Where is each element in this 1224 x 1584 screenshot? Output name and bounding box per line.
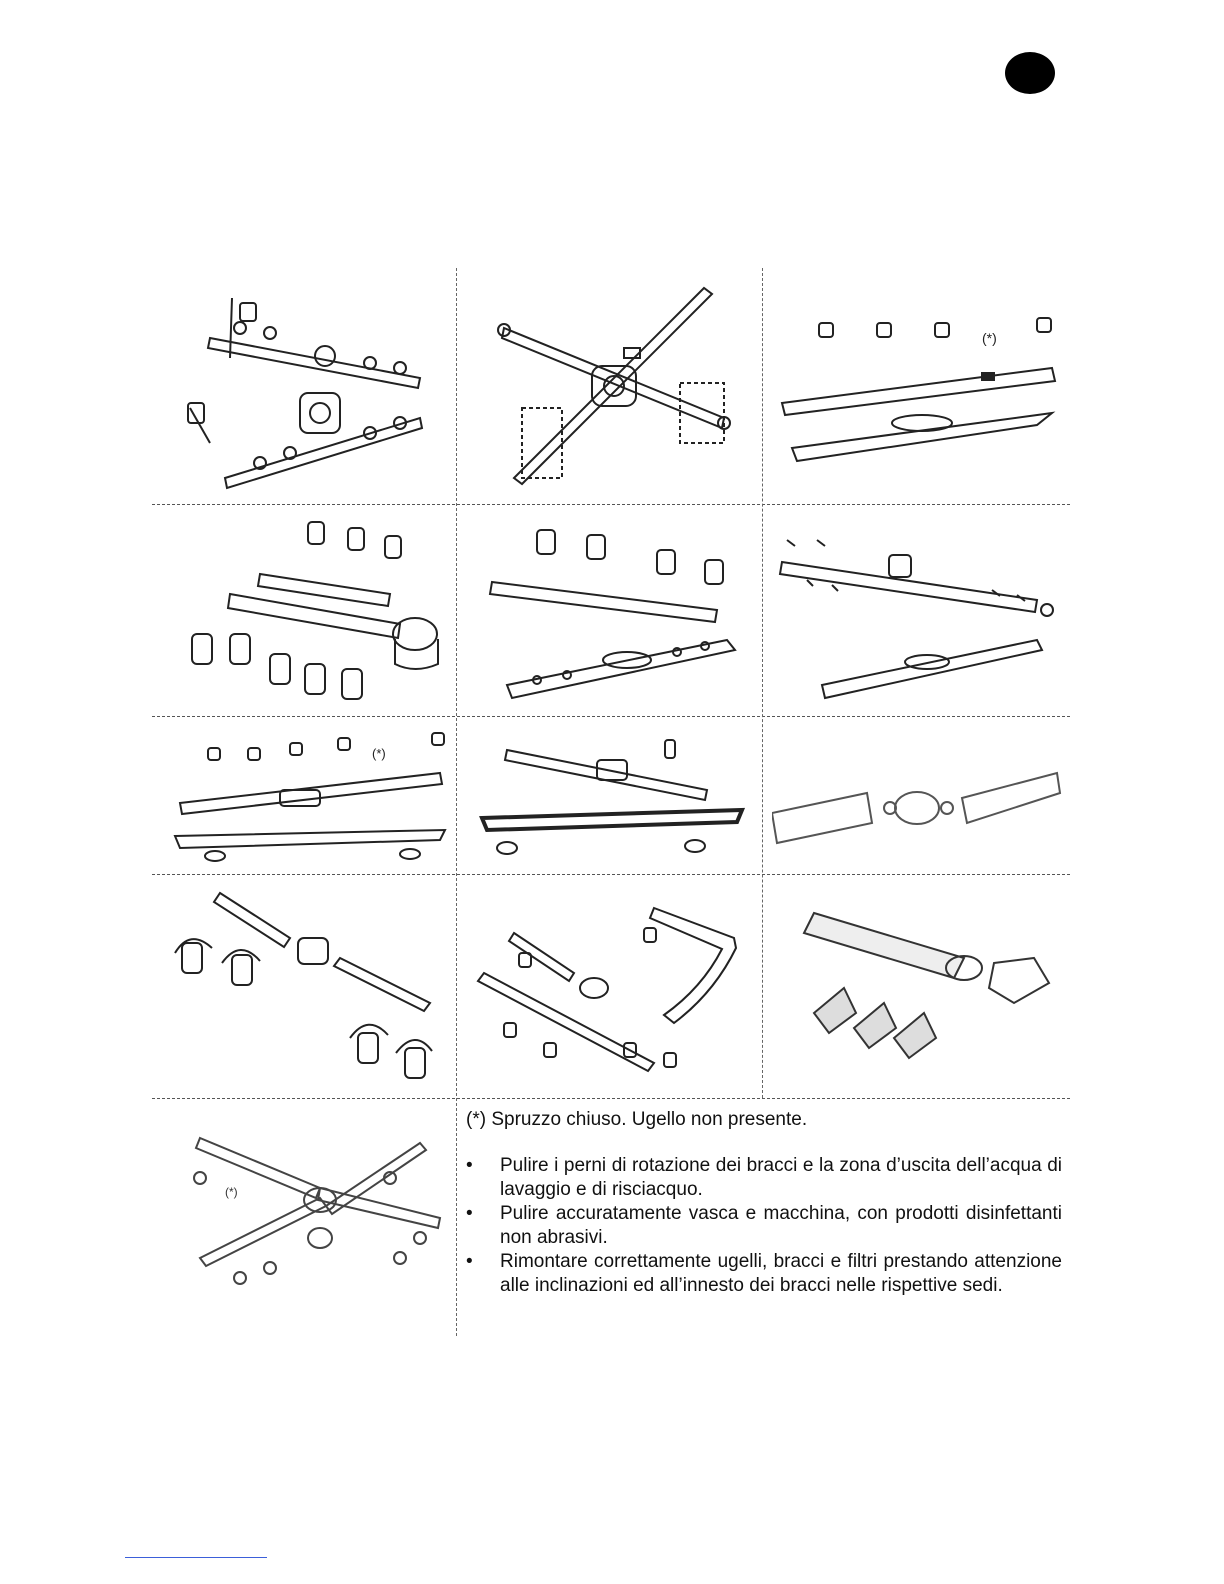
svg-text:(*): (*) [372, 746, 386, 761]
figure-spray-arm-cross-3 [170, 1108, 450, 1308]
grid-column-divider [456, 268, 457, 1336]
instruction-list [462, 1154, 1062, 1298]
svg-text:(*): (*) [982, 330, 997, 346]
figure-spray-arm-linear-4 [772, 753, 1062, 853]
footnote-separator [125, 1557, 267, 1558]
figure-wash-arm-tube-2 [170, 883, 445, 1093]
instruction-item: • Pulire accuratamente vasca e macchina, con prodotti disinfettanti non abrasivi. [462, 1202, 1062, 1250]
instruction-item: • Rimontare correttamente ugelli, bracci e filtri prestando attenzione alle inclinazioni ed all’innesto dei bracci nelle rispettive sedi. [462, 1250, 1062, 1298]
language-badge [1005, 52, 1055, 94]
figure-spray-arm-linear-1 [777, 313, 1062, 463]
grid-row-divider [152, 504, 1070, 505]
figure-spray-arm-cross-exploded-2 [474, 278, 754, 498]
grid-row-divider [152, 716, 1070, 717]
figure-grid [152, 268, 1070, 1336]
grid-row-divider [152, 874, 1070, 875]
grid-column-divider [762, 268, 763, 1098]
figure-rinse-arm-tube-with-blade [777, 520, 1062, 705]
figure-wash-arm-tube-with-blade [477, 520, 752, 700]
closed-spray-note: (*) Spruzzo chiuso. Ugello non presente. [466, 1109, 808, 1130]
svg-text:(*): (*) [225, 1185, 238, 1199]
figure-wash-arm-frame [474, 893, 754, 1088]
figure-wash-arm-tube-3 [774, 903, 1059, 1078]
caption-block [462, 1104, 1062, 1298]
grid-row-divider [152, 1098, 1070, 1099]
figure-wash-arm-tube-nozzles [170, 514, 445, 709]
figure-spray-arm-cross-exploded-1 [170, 288, 440, 498]
figure-spray-arm-linear-2 [170, 728, 450, 868]
figure-spray-arm-linear-3 [477, 730, 752, 865]
instruction-item: • Pulire i perni di rotazione dei bracci e la zona d’uscita dell’acqua di lavaggio e di risciacquo. [462, 1154, 1062, 1202]
